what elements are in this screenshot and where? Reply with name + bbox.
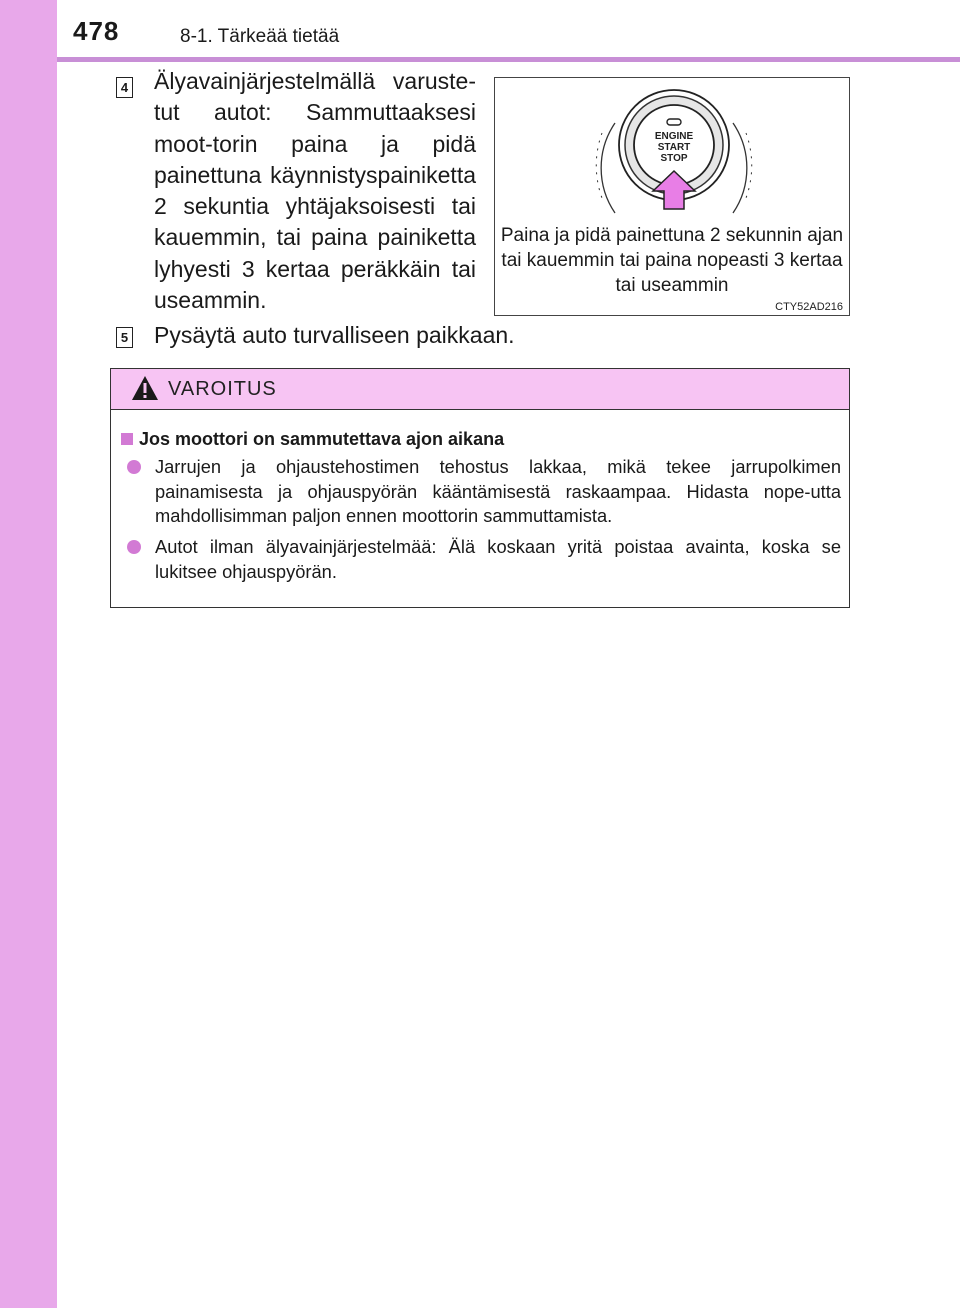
button-label-engine: ENGINE [654,131,694,142]
heading-square-icon [121,433,133,445]
engine-start-figure [494,77,850,316]
motion-arc-right [733,123,747,213]
warning-box [110,368,850,608]
figure-code: CTY52AD216 [775,301,843,313]
step-number-4: 4 [116,77,133,98]
motion-arc-left [601,123,615,213]
step-4-text: Älyavainjärjestelmällä varuste-tut autot: Sammuttaaksesi moot-torin paina ja pidä painettuna käynnistyspainiketta 2 sekuntia yhtäjaksoisesti tai kauemmin, tai paina painiketta lyhyesti 3 kertaa peräkkäin tai useammin. [154,68,476,314]
warning-header [111,369,849,410]
warning-title: VAROITUS [168,378,277,400]
step-5-text: Pysäytä auto turvalliseen paikkaan. [154,322,515,348]
step-number-5: 5 [116,327,133,348]
section-title: 8-1. Tärkeää tietää [180,26,340,47]
page-number: 478 [73,16,120,46]
side-tab-bar [0,0,57,1308]
warning-triangle-icon [131,375,159,401]
warning-heading [121,429,504,450]
button-label-start: START [657,142,691,153]
bullet-dot-icon [127,460,141,474]
figure-caption: Paina ja pidä painettuna 2 sekunnin ajan tai kauemmin tai paina nopeasti 3 kertaa tai useammin [500,225,844,296]
warning-heading-text: Jos moottori on sammutettava ajon aikana [139,429,505,449]
bullet-dot-icon [127,540,141,554]
button-label-stop: STOP [660,153,688,164]
warning-bullet-text: Autot ilman älyavainjärjestelmää: Älä koskaan yritä poistaa avainta, koska se lukitsee ohjauspyörän. [155,536,841,582]
header-rule [57,57,960,62]
warning-bullet-text: Jarrujen ja ohjaustehostimen tehostus lakkaa, mikä tekee jarrupolkimen painamisesta ja ohjauspyörän kääntämisestä raskaampaa. Hidasta nope-utta mahdollisimman paljon ennen moottorin sammuttamista. [155,456,841,526]
